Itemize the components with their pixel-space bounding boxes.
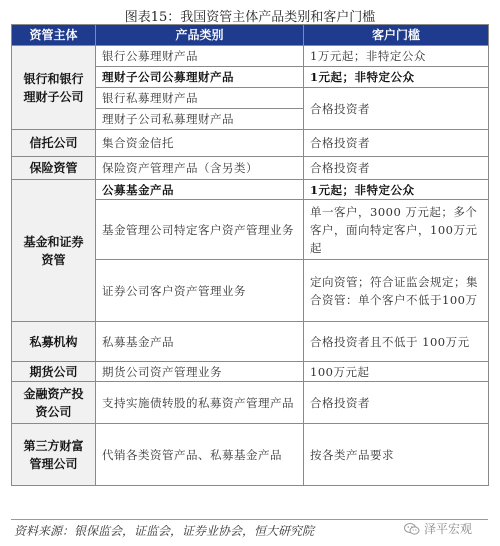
threshold-cell: 单一客户，3000 万元起；多个客户，面向特定客户，100万元起 — [304, 200, 489, 260]
subject-cell: 银行和银行理财子公司 — [12, 46, 96, 130]
table-row — [12, 322, 489, 362]
table-row — [12, 46, 489, 67]
table-row — [12, 157, 489, 180]
subject-cell: 保险资管 — [12, 157, 96, 180]
product-cell: 代销各类资管产品、私募基金产品 — [96, 424, 304, 486]
threshold-cell: 合格投资者 — [304, 88, 489, 130]
header-threshold: 客户门槛 — [304, 25, 489, 46]
product-cell: 理财子公司公募理财产品 — [96, 67, 304, 88]
threshold-cell: 按各类产品要求 — [304, 424, 489, 486]
threshold-cell: 合格投资者 — [304, 157, 489, 180]
product-cell: 银行私募理财产品 — [96, 88, 304, 109]
watermark — [404, 520, 472, 537]
table-row — [12, 382, 489, 424]
table-row — [12, 180, 489, 200]
subject-cell: 第三方财富管理公司 — [12, 424, 96, 486]
watermark-text: 泽平宏观 — [424, 522, 473, 536]
table-row — [12, 362, 489, 382]
product-cell: 集合资金信托 — [96, 130, 304, 157]
figure-title: 图表15：我国资管主体产品类别和客户门槛 — [124, 10, 376, 25]
header-product: 产品类别 — [96, 25, 304, 46]
threshold-cell: 合格投资者 — [304, 382, 489, 424]
subject-cell: 基金和证券资管 — [12, 180, 96, 322]
product-cell: 私募基金产品 — [96, 322, 304, 362]
table-row — [12, 130, 489, 157]
subject-cell: 信托公司 — [12, 130, 96, 157]
product-cell: 银行公募理财产品 — [96, 46, 304, 67]
header-subject: 资管主体 — [12, 25, 96, 46]
product-cell: 保险资产管理产品（含另类） — [96, 157, 304, 180]
product-cell: 支持实施债转股的私募资产管理产品 — [96, 382, 304, 424]
header-row — [12, 25, 489, 46]
subject-cell: 期货公司 — [12, 362, 96, 382]
wechat-logo-icon — [404, 522, 420, 536]
subject-cell: 私募机构 — [12, 322, 96, 362]
product-cell: 期货公司资产管理业务 — [96, 362, 304, 382]
threshold-cell: 100万元起 — [304, 362, 489, 382]
threshold-cell: 合格投资者 — [304, 130, 489, 157]
product-cell: 理财子公司私募理财产品 — [96, 109, 304, 130]
threshold-cell: 1元起；非特定公众 — [304, 67, 489, 88]
subject-cell: 金融资产投资公司 — [12, 382, 96, 424]
threshold-cell: 定向资管；符合证监会规定；集合资管：单个客户不低于100万 — [304, 260, 489, 322]
threshold-cell: 1元起；非特定公众 — [304, 180, 489, 200]
product-cell: 公募基金产品 — [96, 180, 304, 200]
asset-management-table — [11, 24, 489, 486]
threshold-cell: 1万元起；非特定公众 — [304, 46, 489, 67]
source-note: 资料来源：银保监会，证监会，证券业协会，恒大研究院 — [14, 524, 315, 538]
threshold-cell: 合格投资者且不低于 100万元 — [304, 322, 489, 362]
product-cell: 证券公司客户资产管理业务 — [96, 260, 304, 322]
product-cell: 基金管理公司特定客户资产管理业务 — [96, 200, 304, 260]
table-row — [12, 424, 489, 486]
